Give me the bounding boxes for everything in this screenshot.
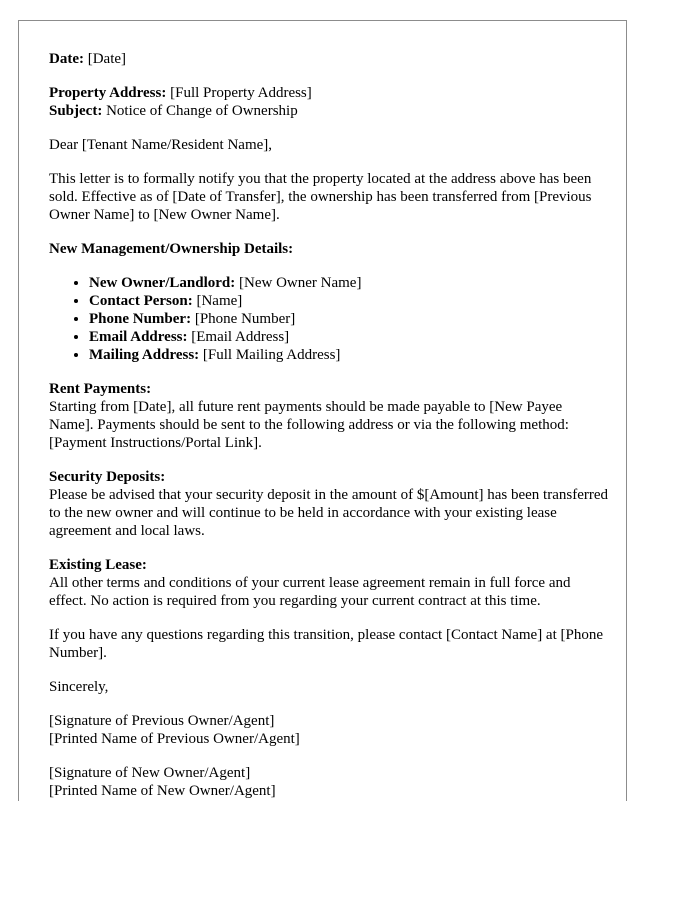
date-line <box>49 50 610 68</box>
date-label: Date: <box>49 51 84 67</box>
details-heading: New Management/Ownership Details: <box>49 241 294 257</box>
closing: Sincerely, <box>49 679 109 695</box>
details-item-value: [Full Mailing Address] <box>202 347 341 363</box>
subject-label: Subject: <box>49 103 103 119</box>
lease-text: All other terms and conditions of your current lease agreement remain in full force and effect. No action is required from you regarding your current contract at this time. <box>49 575 571 609</box>
salutation: Dear [Tenant Name/Resident Name], <box>49 137 273 153</box>
signature-previous: [Signature of Previous Owner/Agent] <box>49 713 275 729</box>
letter-page <box>18 20 627 801</box>
rent-heading: Rent Payments: <box>49 381 152 397</box>
property-address-label: Property Address: <box>49 85 167 101</box>
rent-section <box>49 380 610 452</box>
deposit-heading: Security Deposits: <box>49 469 166 485</box>
property-address-value: [Full Property Address] <box>170 85 312 101</box>
printed-name-new: [Printed Name of New Owner/Agent] <box>49 783 276 799</box>
printed-name-previous: [Printed Name of Previous Owner/Agent] <box>49 731 300 747</box>
signature-new: [Signature of New Owner/Agent] <box>49 765 251 781</box>
details-item-phone <box>89 310 610 328</box>
lease-heading: Existing Lease: <box>49 557 147 573</box>
details-item-label: Mailing Address: <box>89 347 200 363</box>
details-item-value: [Name] <box>196 293 243 309</box>
date-value: [Date] <box>87 51 127 67</box>
details-item-label: New Owner/Landlord: <box>89 275 236 291</box>
details-item-contact <box>89 292 610 310</box>
details-item-value: [Phone Number] <box>194 311 296 327</box>
rent-text: Starting from [Date], all future rent payments should be made payable to [New Payee Name]. Payments should be sent to the following address or via the following method: [Payment Instructions/Portal Link]. <box>49 399 569 451</box>
details-item-value: [New Owner Name] <box>239 275 362 291</box>
details-item-value: [Email Address] <box>191 329 290 345</box>
details-item-label: Contact Person: <box>89 293 193 309</box>
intro-paragraph: This letter is to formally notify you that the property located at the address above has been sold. Effective as of [Date of Transfer], the ownership has been transferred from [Previous Owner Name] to [New Owner Name]. <box>49 171 592 223</box>
details-list <box>49 274 610 364</box>
deposit-section <box>49 468 610 540</box>
lease-section <box>49 556 610 610</box>
questions-paragraph: If you have any questions regarding this transition, please contact [Contact Name] at [Phone Number]. <box>49 627 604 661</box>
subject-line <box>49 102 610 120</box>
subject-value: Notice of Change of Ownership <box>106 103 298 119</box>
property-address-line <box>49 84 610 102</box>
deposit-text: Please be advised that your security deposit in the amount of $[Amount] has been transferred to the new owner and will continue to be held in accordance with your existing lease agreement and local laws. <box>49 487 609 539</box>
details-item-email <box>89 328 610 346</box>
details-item-label: Phone Number: <box>89 311 192 327</box>
details-item-owner <box>89 274 610 292</box>
details-item-mailing <box>89 346 610 364</box>
details-item-label: Email Address: <box>89 329 188 345</box>
